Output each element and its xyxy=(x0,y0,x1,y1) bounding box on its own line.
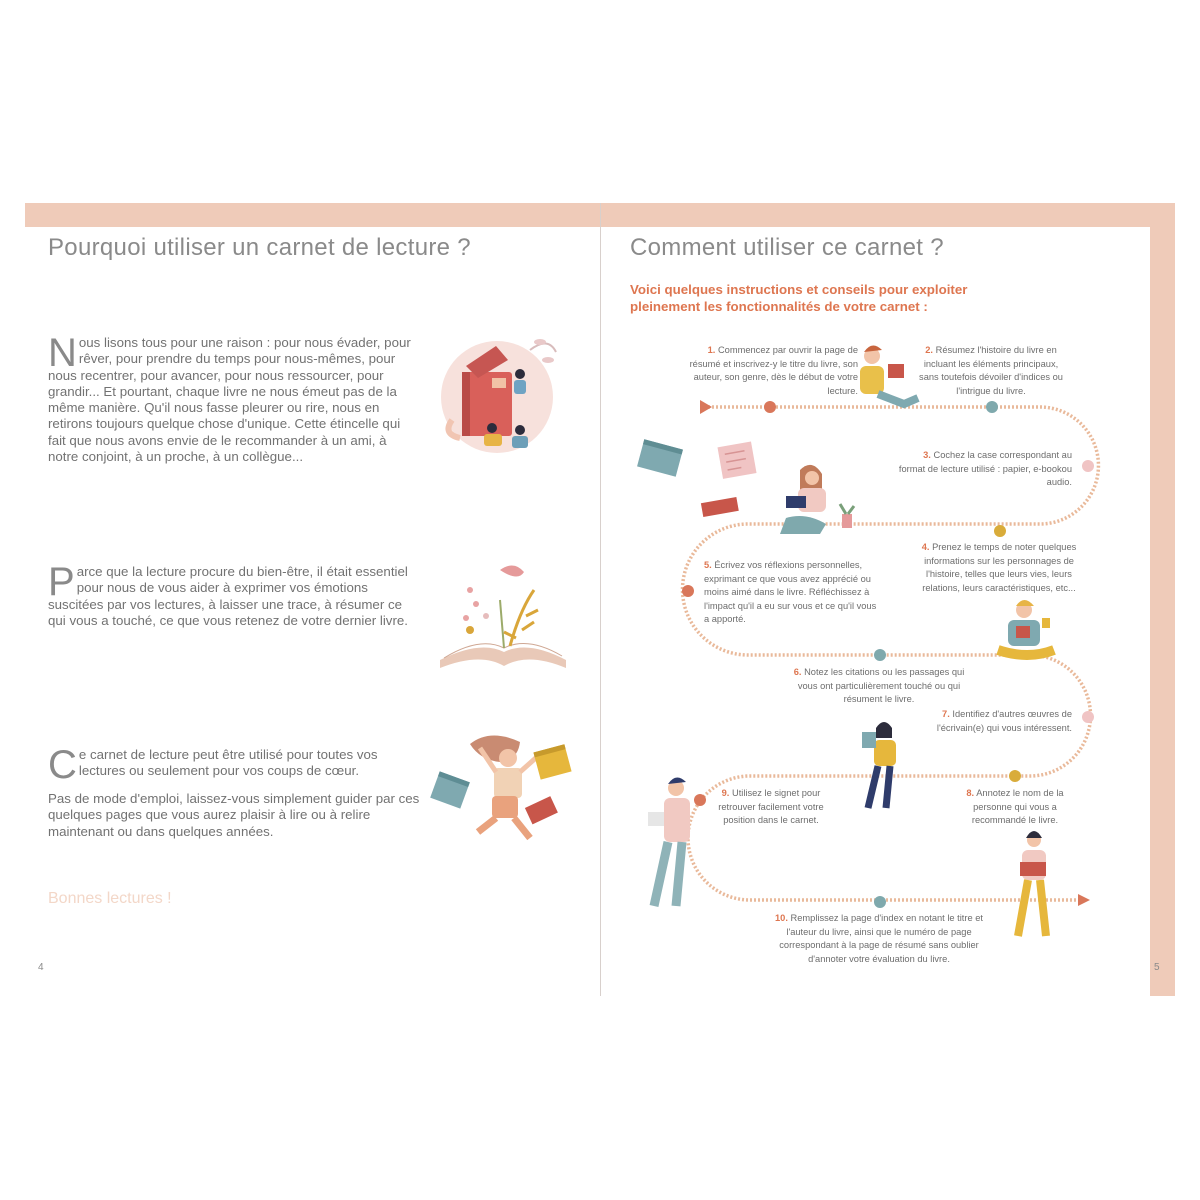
reader-figures-illustration xyxy=(648,345,1054,936)
step-number: 6. xyxy=(793,667,802,677)
step-number: 1. xyxy=(707,345,716,355)
step-number: 2. xyxy=(925,345,934,355)
step-text: Identifiez d'autres œuvres de l'écrivain(e) qui vous intéressent. xyxy=(936,709,1072,733)
step-text: Résumez l'histoire du livre en incluant les éléments principaux, sans toutefois dévoiler d'indices ou l'intrigue du livre. xyxy=(919,345,1063,396)
step-text: Cochez la case correspondant au format de lecture utilisé : papier, e-bookou audio. xyxy=(898,450,1072,487)
step-2 xyxy=(914,344,1068,398)
step-3 xyxy=(898,449,1072,490)
paragraph-1-text: ous lisons tous pour une raison : pour nous évader, pour rêver, pour prendre du temps pour nous-mêmes, pour nous recentrer, pour avancer, pour nous ressourcer, pour grandir... Et pourtant, chaque livre ne nous émeut pas de la même manière. Qu'il nous fasse pleurer ou rire, nous en retirons toujours quelque chose d'unique. Cette étincelle qui fait que nous avons envie de le recommander à un ami, à notre conjoint, à un proche, à un collègue... xyxy=(48,335,411,465)
step-text: Remplissez la page d'index en notant le titre et l'auteur du livre, ainsi que le numéro de page correspondant à la page de résumé sans oublier d'annoter votre évaluation du livre. xyxy=(779,913,983,964)
step-text: Commencez par ouvrir la page de résumé et inscrivez-y le titre du livre, son auteur, son genre, dès le début de votre lecture. xyxy=(689,345,858,396)
step-number: 10. xyxy=(774,913,788,923)
page-number-left: 4 xyxy=(38,962,44,973)
paragraph-4: Pas de mode d'emploi, laissez-vous simplement guider par ces quelques pages que vous aurez plaisir à lire ou à relire maintenant ou dans quelques années. xyxy=(48,791,420,839)
closing-text: Bonnes lectures ! xyxy=(48,890,172,907)
right-page-title: Comment utiliser ce carnet ? xyxy=(630,234,944,261)
paragraph-2-text: arce que la lecture procure du bien-être, il était essentiel pour nous de vous aider à exprimer vos émotions suscitées par vos lectures, à laisser une trace, à résumer ce qui vous a touché, ce que vous retenez de votre dernier livre. xyxy=(48,564,408,628)
step-8 xyxy=(958,787,1072,828)
step-1 xyxy=(682,344,858,398)
step-10 xyxy=(764,912,994,966)
step-number: 4. xyxy=(921,542,930,552)
intro-text: Voici quelques instructions et conseils pour exploiter pleinement les fonctionnalités de votre carnet : xyxy=(630,282,968,314)
step-4 xyxy=(912,541,1086,595)
step-text: Utilisez le signet pour retrouver facilement votre position dans le carnet. xyxy=(718,788,824,825)
reading-book-illustration xyxy=(441,339,556,453)
step-5 xyxy=(704,559,880,627)
step-7 xyxy=(920,708,1072,735)
step-9 xyxy=(716,787,826,828)
open-book-flowers-illustration xyxy=(440,565,566,668)
step-number: 8. xyxy=(966,788,975,798)
drop-cap: C xyxy=(48,743,77,787)
paragraph-3-text: e carnet de lecture peut être utilisé pour toutes vos lectures ou seulement pour vos coups de cœur. xyxy=(78,747,378,779)
step-text: Écrivez vos réflexions personnelles, exprimant ce que vous avez apprécié ou moins aimé dans le livre. Réfléchissez à l'impact qu'il a eu sur vous et ce qu'il vous a apporté. xyxy=(704,560,877,624)
flying-books-illustration xyxy=(637,439,756,517)
step-text: Prenez le temps de noter quelques informations sur les personnages de l'histoire, telles que leurs vies, leurs relations, leurs caractéristiques, etc... xyxy=(922,542,1077,593)
step-number: 9. xyxy=(721,788,730,798)
step-text: Annotez le nom de la personne qui vous a recommandé le livre. xyxy=(971,788,1064,825)
step-text: Notez les citations ou les passages qui vous ont particulièrement touché ou qui résument le livre. xyxy=(797,667,965,704)
step-6 xyxy=(790,666,968,707)
left-page-title: Pourquoi utiliser un carnet de lecture ? xyxy=(48,234,471,261)
jumping-girl-books-illustration xyxy=(430,735,571,838)
page-number-right: 5 xyxy=(1154,962,1160,973)
step-number: 5. xyxy=(704,560,712,570)
drop-cap: N xyxy=(48,331,77,375)
step-number: 7. xyxy=(942,709,950,719)
step-number: 3. xyxy=(923,450,931,460)
drop-cap: P xyxy=(48,560,75,604)
